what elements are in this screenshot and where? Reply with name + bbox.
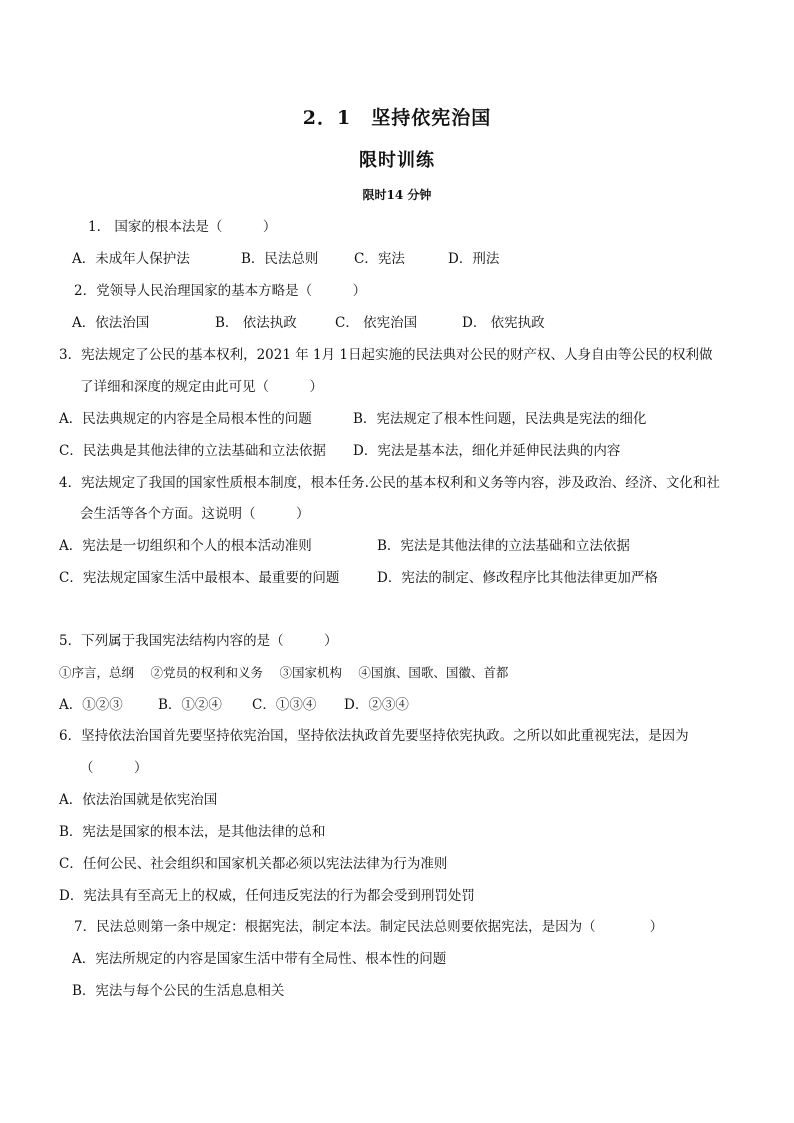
- question-6-option-d[interactable]: D．宪法具有至高无上的权威，任何违反宪法的行为都会受到刑罚处罚: [59, 888, 475, 904]
- question-1-option-d[interactable]: D．刑法: [448, 251, 500, 267]
- question-4-options-row-2: [59, 569, 658, 587]
- time-limit: 限时14 分钟: [362, 188, 432, 202]
- page-title: 2．1 坚持依宪治国: [302, 107, 492, 129]
- question-4-stem-line-1: 4．宪法规定了我国的国家性质根本制度，根本任务.公民的基本权利和义务等内容，涉及政治、经济、文化和社: [59, 475, 720, 491]
- question-6-option-c[interactable]: C．任何公民、社会组织和国家机关都必须以宪法法律为行为准则: [59, 856, 448, 872]
- page-subtitle: 限时训练: [359, 150, 435, 171]
- question-2-stem: 2．党领导人民治理国家的基本方略是（ ）: [74, 283, 367, 299]
- question-5-option-a[interactable]: A．①②③: [59, 697, 123, 713]
- question-1-stem: 1． 国家的根本法是（ ）: [88, 219, 277, 235]
- question-5-stem: 5．下列属于我国宪法结构内容的是（ ）: [59, 633, 338, 649]
- question-4-option-d[interactable]: D．宪法的制定、修改程序比其他法律更加严格: [377, 570, 658, 586]
- question-4-option-c[interactable]: C．宪法规定国家生活中最根本、最重要的问题: [59, 570, 340, 586]
- question-2-option-d[interactable]: D． 依宪执政: [462, 315, 545, 331]
- question-5-option-c[interactable]: C．①③④: [252, 697, 317, 713]
- question-2-option-c[interactable]: C． 依宪治国: [335, 315, 418, 331]
- question-2-options: [72, 314, 545, 332]
- question-6-stem-line-2: （ ）: [80, 760, 148, 776]
- question-6-option-b[interactable]: B．宪法是国家的根本法，是其他法律的总和: [59, 824, 326, 840]
- question-5-options: [59, 696, 409, 714]
- question-3-option-c[interactable]: C．民法典是其他法律的立法基础和立法依据: [59, 443, 326, 459]
- question-3-options-row-2: [59, 442, 620, 460]
- question-6-option-a[interactable]: A．依法治国就是依宪治国: [59, 792, 218, 808]
- question-3-options-row-1: [59, 410, 646, 428]
- question-1-options: [72, 250, 499, 268]
- question-7-option-a[interactable]: A．宪法所规定的内容是国家生活中带有全局性、根本性的问题: [72, 951, 447, 967]
- question-4-stem-line-2: 会生活等各个方面。这说明（ ）: [80, 506, 310, 522]
- question-1-option-c[interactable]: C．宪法: [354, 251, 405, 267]
- question-5-option-d[interactable]: D．②③④: [344, 697, 409, 713]
- question-3-stem-line-2: 了详细和深度的规定由此可见（ ）: [80, 379, 323, 395]
- question-7-stem: 7．民法总则第一条中规定：根据宪法，制定本法。制定民法总则要依据宪法，是因为（ ）: [74, 919, 664, 935]
- question-2-option-b[interactable]: B． 依法执政: [215, 315, 297, 331]
- question-3-option-d[interactable]: D．宪法是基本法，细化并延伸民法典的内容: [353, 443, 621, 459]
- question-5-option-b[interactable]: B．①②④: [158, 697, 222, 713]
- question-2-option-a[interactable]: A．依法治国: [72, 315, 150, 331]
- question-5-choices: ①序言，总纲 ②党员的权利和义务 ③国家机构 ④国旗、国歌、国徽、首都: [59, 665, 509, 680]
- question-1-option-a[interactable]: A．未成年人保护法: [72, 251, 190, 267]
- question-4-option-b[interactable]: B．宪法是其他法律的立法基础和立法依据: [377, 538, 630, 554]
- question-1-option-b[interactable]: B．民法总则: [241, 251, 319, 267]
- question-4-option-a[interactable]: A．宪法是一切组织和个人的根本活动准则: [59, 538, 312, 554]
- question-4-options-row-1: [59, 537, 630, 555]
- question-3-option-a[interactable]: A．民法典规定的内容是全局根本性的问题: [59, 411, 312, 427]
- question-3-option-b[interactable]: B．宪法规定了根本性问题，民法典是宪法的细化: [353, 411, 647, 427]
- question-6-stem-line-1: 6．坚持依法治国首先要坚持依宪治国，坚持依法执政首先要坚持依宪执政。之所以如此重视宪法，是因为: [59, 728, 689, 744]
- question-7-option-b[interactable]: B．宪法与每个公民的生活息息相关: [72, 983, 285, 999]
- question-3-stem-line-1: 3．宪法规定了公民的基本权利，2021 年 1月 1日起实施的民法典对公民的财产权、人身自由等公民的权利做: [59, 347, 713, 363]
